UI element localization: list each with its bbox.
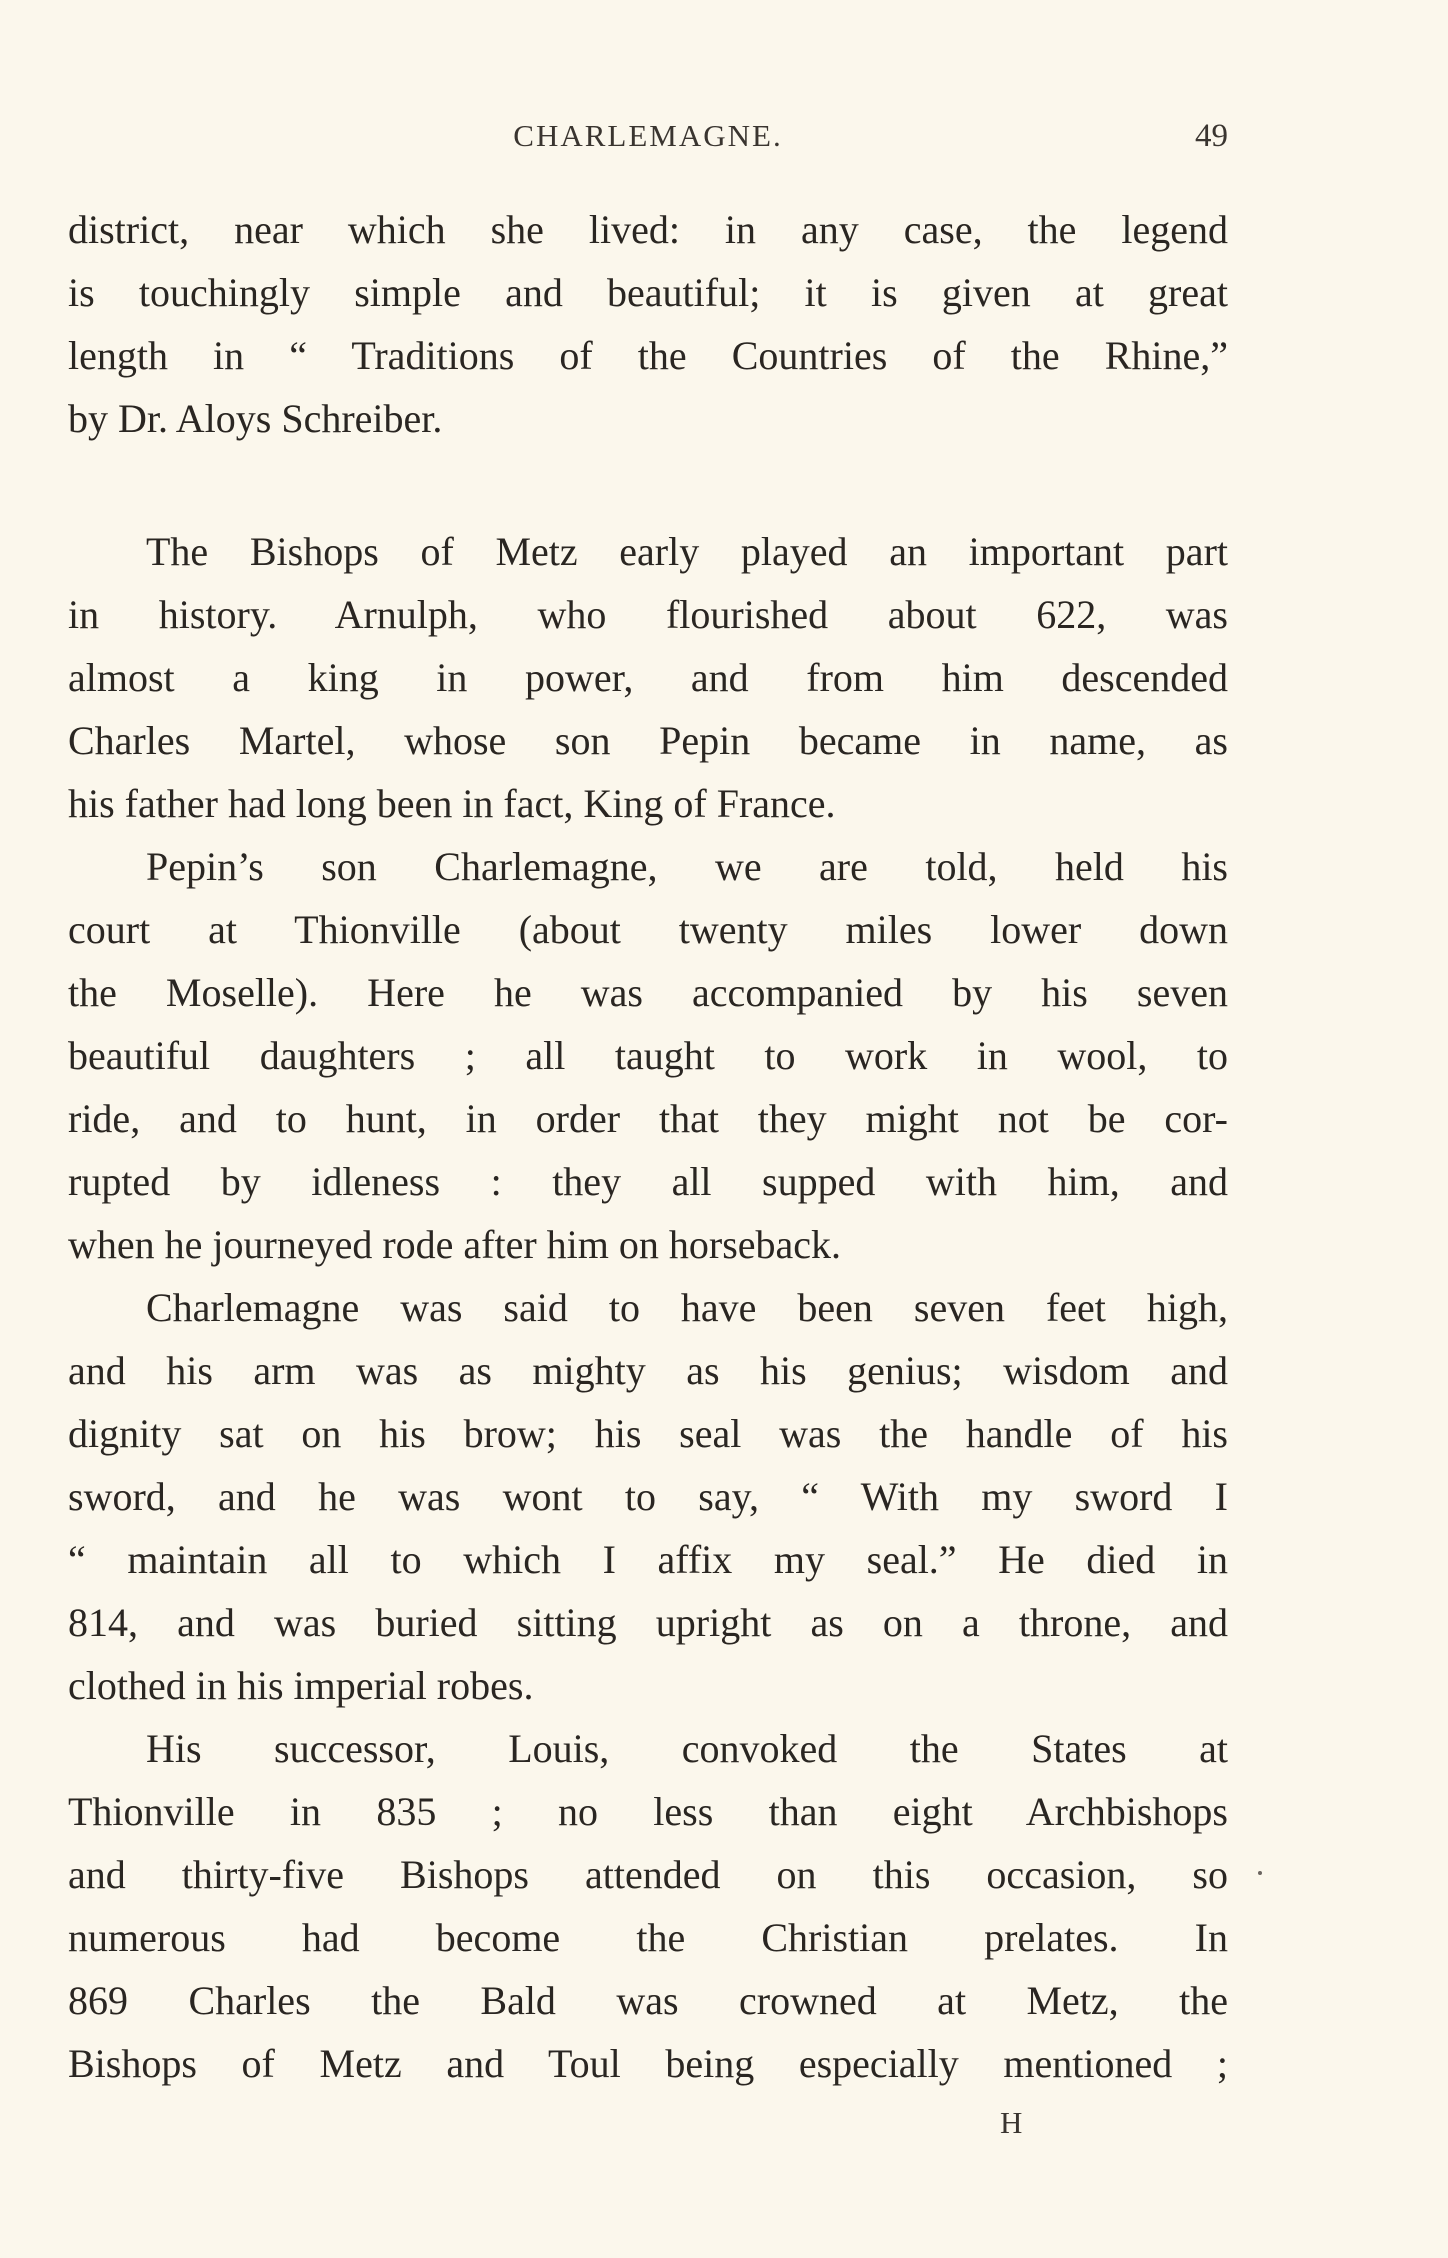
text-line: Thionville in 835 ; no less than eight Archbishops [68,1789,1228,1834]
text-line: numerous had become the Christian prelates. In [68,1915,1228,1960]
text-line: and thirty-five Bishops attended on this occasion, so [68,1852,1228,1897]
text-line: court at Thionville (about twenty miles lower down [68,907,1228,952]
text-line: His successor, Louis, convoked the States at [146,1726,1228,1771]
text-line: length in “ Traditions of the Countries of the Rhine,” [68,333,1228,378]
text-line: is touchingly simple and beautiful; it is given at great [68,270,1228,315]
text-line: clothed in his imperial robes. [68,1663,534,1708]
text-line: The Bishops of Metz early played an important part [146,529,1228,574]
text-line: sword, and he was wont to say, “ With my sword I [68,1474,1228,1519]
text-line: dignity sat on his brow; his seal was the handle of his [68,1411,1228,1456]
text-line: Bishops of Metz and Toul being especially mentioned ; [68,2041,1228,2086]
paragraph [68,1276,1228,1717]
text-line: and his arm was as mighty as his genius; wisdom and [68,1348,1228,1393]
text-line: Charles Martel, whose son Pepin became in name, as [68,718,1228,763]
text-line: rupted by idleness : they all supped with him, and [68,1159,1228,1204]
page-number: 49 [1195,118,1228,154]
text-line: the Moselle). Here he was accompanied by his seven [68,970,1228,1015]
paragraph [68,198,1228,450]
text-line: ride, and to hunt, in order that they might not be cor- [68,1096,1228,1141]
text-line: 869 Charles the Bald was crowned at Metz, the [68,1978,1228,2023]
running-head [68,118,1228,166]
text-line: district, near which she lived: in any case, the legend [68,207,1228,252]
body-text [68,198,1228,2095]
text-line: beautiful daughters ; all taught to work in wool, to [68,1033,1228,1078]
paragraph [68,1717,1228,2095]
signature-mark: H [1000,2105,1025,2140]
text-line: his father had long been in fact, King of France. [68,781,836,826]
text-line: “ maintain all to which I affix my seal.” He died in [68,1537,1228,1582]
text-line: in history. Arnulph, who flourished about 622, was [68,592,1228,637]
text-line: Charlemagne was said to have been seven feet high, [146,1285,1228,1330]
text-line: by Dr. Aloys Schreiber. [68,396,443,441]
text-line: when he journeyed rode after him on horseback. [68,1222,842,1267]
text-line: Pepin’s son Charlemagne, we are told, held his [146,844,1228,889]
text-line: almost a king in power, and from him descended [68,655,1228,700]
paragraph [68,520,1228,835]
running-head-title: CHARLEMAGNE. [513,118,783,153]
section-gap [68,450,1228,520]
ink-speck [1258,1871,1262,1875]
paragraph [68,835,1228,1276]
text-line: 814, and was buried sitting upright as on a throne, and [68,1600,1228,1645]
